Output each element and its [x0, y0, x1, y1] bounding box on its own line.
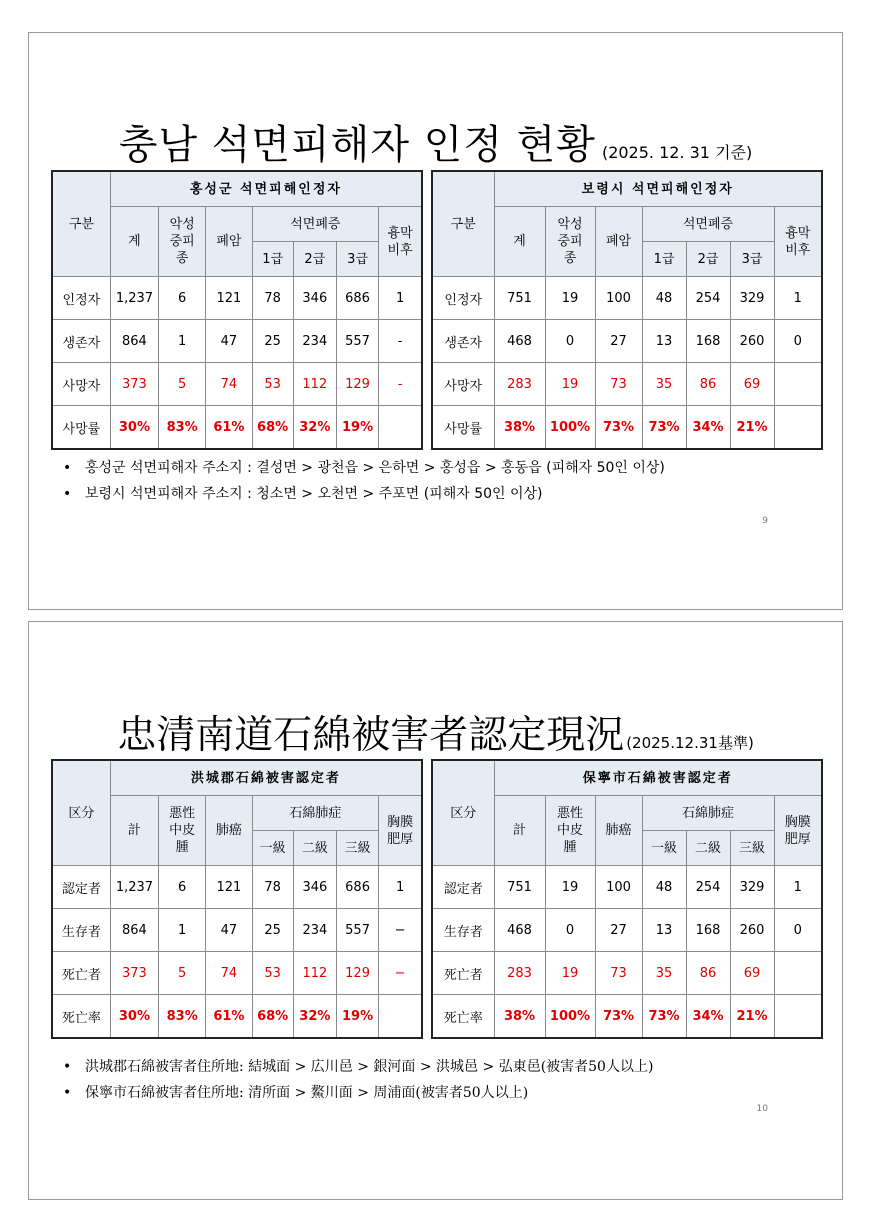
header-grade3: 三級 — [336, 831, 378, 866]
cell: 53 — [252, 363, 293, 406]
boryeong-table — [431, 170, 823, 450]
cell: 19% — [336, 406, 378, 450]
cell — [774, 363, 822, 406]
row-label: 사망률 — [52, 406, 110, 450]
slide-title — [29, 113, 842, 170]
cell: 6 — [159, 277, 206, 320]
header-asbestosis: 석면폐증 — [642, 207, 774, 242]
cell: 112 — [293, 363, 336, 406]
cell: 100% — [545, 995, 595, 1039]
cell: 100% — [545, 406, 595, 450]
bullet-dot-icon: • — [63, 460, 72, 476]
cell: 73% — [642, 406, 686, 450]
table-row — [432, 363, 822, 406]
cell: 283 — [494, 952, 545, 995]
address-notes — [63, 455, 665, 507]
cell: 329 — [730, 866, 774, 909]
table-row — [432, 866, 822, 909]
cell: 35 — [642, 363, 686, 406]
cell: 6 — [159, 866, 206, 909]
cell: 1 — [159, 909, 206, 952]
cell: 19 — [545, 277, 595, 320]
cell: 686 — [336, 277, 378, 320]
cell: 27 — [595, 909, 642, 952]
title-main: 忠清南道石綿被害者認定現況 — [117, 713, 625, 758]
table-row — [52, 995, 422, 1039]
cell: 68% — [252, 995, 293, 1039]
cell: 69 — [730, 952, 774, 995]
header-category: 구분 — [52, 171, 110, 277]
cell: 751 — [494, 277, 545, 320]
cell: 864 — [110, 320, 158, 363]
cell: 35 — [642, 952, 686, 995]
cell: 74 — [206, 952, 252, 995]
cell: 61% — [206, 995, 252, 1039]
cell: 468 — [494, 320, 545, 363]
table-row — [432, 277, 822, 320]
cell — [774, 952, 822, 995]
row-label: 인정자 — [432, 277, 494, 320]
header-grade2: 二級 — [686, 831, 730, 866]
cell: 73% — [642, 995, 686, 1039]
table-row — [52, 866, 422, 909]
cell: 168 — [686, 320, 730, 363]
title-main: 충남 석면피해자 인정 현황 — [118, 122, 596, 168]
cell: 234 — [293, 909, 336, 952]
cell: 864 — [110, 909, 158, 952]
cell: - — [379, 320, 422, 363]
title-date: (2025. 12. 31 기준) — [601, 143, 753, 162]
cell: 47 — [206, 909, 252, 952]
row-label: 生存者 — [52, 909, 110, 952]
cell: 61% — [206, 406, 252, 450]
cell: 19 — [545, 952, 595, 995]
page-number: 9 — [762, 516, 768, 526]
cell: 78 — [252, 277, 293, 320]
table-row — [52, 320, 422, 363]
cell: 112 — [293, 952, 336, 995]
table-row — [52, 909, 422, 952]
cell: 48 — [642, 866, 686, 909]
cell: 73% — [595, 995, 642, 1039]
cell: 47 — [206, 320, 252, 363]
header-total: 계 — [494, 207, 545, 277]
cell — [774, 995, 822, 1039]
cell: − — [379, 952, 422, 995]
header-grade2: 二級 — [293, 831, 336, 866]
cell: 557 — [336, 320, 378, 363]
cell: 13 — [642, 909, 686, 952]
table-row — [52, 406, 422, 450]
slide-title — [29, 704, 842, 760]
header-category: 区分 — [432, 760, 494, 866]
cell: 19 — [545, 363, 595, 406]
header-region: 保寧市石綿被害認定者 — [494, 760, 822, 796]
cell: 21% — [730, 995, 774, 1039]
header-total: 計 — [110, 796, 158, 866]
table-row — [52, 952, 422, 995]
header-grade1: 一級 — [642, 831, 686, 866]
cell: 329 — [730, 277, 774, 320]
bullet-item: • 홍성군 석면피해자 주소지 : 결성면 > 광천읍 > 은하면 > 홍성읍 > 홍동읍 (피해자 50인 이상) — [63, 455, 665, 481]
header-region: 홍성군 석면피해인정자 — [110, 171, 422, 207]
header-grade2: 2급 — [293, 242, 336, 277]
header-grade1: 1급 — [252, 242, 293, 277]
header-grade3: 3급 — [336, 242, 378, 277]
title-date: (2025.12.31基準) — [626, 734, 754, 752]
row-label: 사망률 — [432, 406, 494, 450]
cell: 13 — [642, 320, 686, 363]
cell: 1 — [379, 866, 422, 909]
cell: 346 — [293, 866, 336, 909]
cell: 373 — [110, 363, 158, 406]
cell: 346 — [293, 277, 336, 320]
cell: 1,237 — [110, 277, 158, 320]
cell: 283 — [494, 363, 545, 406]
hongseong-table-jp — [51, 759, 423, 1039]
header-region: 洪城郡石綿被害認定者 — [110, 760, 422, 796]
cell: 260 — [730, 909, 774, 952]
cell: 86 — [686, 952, 730, 995]
cell: 27 — [595, 320, 642, 363]
row-label: 認定者 — [52, 866, 110, 909]
cell: 74 — [206, 363, 252, 406]
cell: 30% — [110, 406, 158, 450]
header-pleural: 胸膜 肥厚 — [379, 796, 422, 866]
cell: 48 — [642, 277, 686, 320]
row-label: 인정자 — [52, 277, 110, 320]
cell: 25 — [252, 909, 293, 952]
cell: 373 — [110, 952, 158, 995]
cell: 78 — [252, 866, 293, 909]
cell: 0 — [545, 909, 595, 952]
hongseong-table — [51, 170, 423, 450]
cell: 468 — [494, 909, 545, 952]
header-total: 計 — [494, 796, 545, 866]
slide-page-10 — [28, 621, 843, 1200]
cell: 32% — [293, 406, 336, 450]
header-category: 구분 — [432, 171, 494, 277]
cell: 25 — [252, 320, 293, 363]
cell: 557 — [336, 909, 378, 952]
header-asbestosis: 石綿肺症 — [252, 796, 379, 831]
row-label: 死亡者 — [432, 952, 494, 995]
bullet-dot-icon: • — [63, 1059, 72, 1075]
address-notes — [63, 1054, 653, 1106]
bullet-item: • 保寧市石綿被害者住所地: 清所面 > 鰲川面 > 周浦面(被害者50人以上) — [63, 1080, 653, 1106]
header-category: 区分 — [52, 760, 110, 866]
cell: 0 — [545, 320, 595, 363]
row-label: 死亡者 — [52, 952, 110, 995]
cell: 83% — [159, 406, 206, 450]
header-total: 계 — [110, 207, 158, 277]
cell: 1 — [774, 866, 822, 909]
table-row — [432, 909, 822, 952]
table-row — [52, 363, 422, 406]
cell: 0 — [774, 320, 822, 363]
cell: 69 — [730, 363, 774, 406]
row-label: 認定者 — [432, 866, 494, 909]
header-grade2: 2급 — [686, 242, 730, 277]
header-pleural: 흉막 비후 — [379, 207, 422, 277]
cell: 73% — [595, 406, 642, 450]
table-row — [52, 277, 422, 320]
cell: 1 — [379, 277, 422, 320]
bullet-item: • 洪城郡石綿被害者住所地: 結城面 > 広川邑 > 銀河面 > 洪城邑 > 弘東邑(被害者50人以上) — [63, 1054, 653, 1080]
header-asbestosis: 石綿肺症 — [642, 796, 774, 831]
cell: 53 — [252, 952, 293, 995]
cell: 68% — [252, 406, 293, 450]
cell: 38% — [494, 995, 545, 1039]
cell — [379, 995, 422, 1039]
cell: 686 — [336, 866, 378, 909]
cell: 100 — [595, 277, 642, 320]
cell — [774, 406, 822, 450]
cell: 260 — [730, 320, 774, 363]
cell: 129 — [336, 952, 378, 995]
boryeong-table-jp — [431, 759, 823, 1039]
cell: 1 — [159, 320, 206, 363]
row-label: 死亡率 — [52, 995, 110, 1039]
cell: 129 — [336, 363, 378, 406]
cell: 254 — [686, 277, 730, 320]
header-lung-cancer: 폐암 — [595, 207, 642, 277]
header-mesothelioma: 악성 중피 종 — [545, 207, 595, 277]
cell: 30% — [110, 995, 158, 1039]
cell: 234 — [293, 320, 336, 363]
cell: − — [379, 909, 422, 952]
header-region: 보령시 석면피해인정자 — [494, 171, 822, 207]
table-row — [432, 952, 822, 995]
bullet-dot-icon: • — [63, 1085, 72, 1101]
header-asbestosis: 석면폐증 — [252, 207, 379, 242]
cell: 38% — [494, 406, 545, 450]
header-mesothelioma: 悪性 中皮 腫 — [545, 796, 595, 866]
cell: 5 — [159, 952, 206, 995]
header-mesothelioma: 悪性 中皮 腫 — [159, 796, 206, 866]
cell: 1 — [774, 277, 822, 320]
cell: 1,237 — [110, 866, 158, 909]
header-lung-cancer: 肺癌 — [206, 796, 252, 866]
row-label: 死亡率 — [432, 995, 494, 1039]
header-lung-cancer: 폐암 — [206, 207, 252, 277]
cell: 32% — [293, 995, 336, 1039]
cell: 21% — [730, 406, 774, 450]
cell: - — [379, 363, 422, 406]
row-label: 생존자 — [52, 320, 110, 363]
cell — [379, 406, 422, 450]
header-pleural: 胸膜 肥厚 — [774, 796, 822, 866]
bullet-item: • 보령시 석면피해자 주소지 : 청소면 > 오천면 > 주포면 (피해자 50인 이상) — [63, 481, 665, 507]
row-label: 생존자 — [432, 320, 494, 363]
cell: 73 — [595, 952, 642, 995]
row-label: 사망자 — [52, 363, 110, 406]
cell: 86 — [686, 363, 730, 406]
header-grade3: 三級 — [730, 831, 774, 866]
cell: 83% — [159, 995, 206, 1039]
cell: 5 — [159, 363, 206, 406]
cell: 19 — [545, 866, 595, 909]
table-row — [432, 995, 822, 1039]
header-grade1: 一級 — [252, 831, 293, 866]
cell: 34% — [686, 406, 730, 450]
cell: 73 — [595, 363, 642, 406]
header-pleural: 흉막 비후 — [774, 207, 822, 277]
bullet-dot-icon: • — [63, 486, 72, 502]
cell: 751 — [494, 866, 545, 909]
header-grade1: 1급 — [642, 242, 686, 277]
cell: 0 — [774, 909, 822, 952]
table-row — [432, 406, 822, 450]
header-grade3: 3급 — [730, 242, 774, 277]
cell: 121 — [206, 866, 252, 909]
cell: 19% — [336, 995, 378, 1039]
header-mesothelioma: 악성 중피 종 — [159, 207, 206, 277]
header-lung-cancer: 肺癌 — [595, 796, 642, 866]
slide-page-9 — [28, 32, 843, 610]
cell: 168 — [686, 909, 730, 952]
cell: 100 — [595, 866, 642, 909]
cell: 34% — [686, 995, 730, 1039]
table-row — [432, 320, 822, 363]
cell: 254 — [686, 866, 730, 909]
row-label: 生存者 — [432, 909, 494, 952]
row-label: 사망자 — [432, 363, 494, 406]
cell: 121 — [206, 277, 252, 320]
page-number: 10 — [756, 1104, 768, 1114]
